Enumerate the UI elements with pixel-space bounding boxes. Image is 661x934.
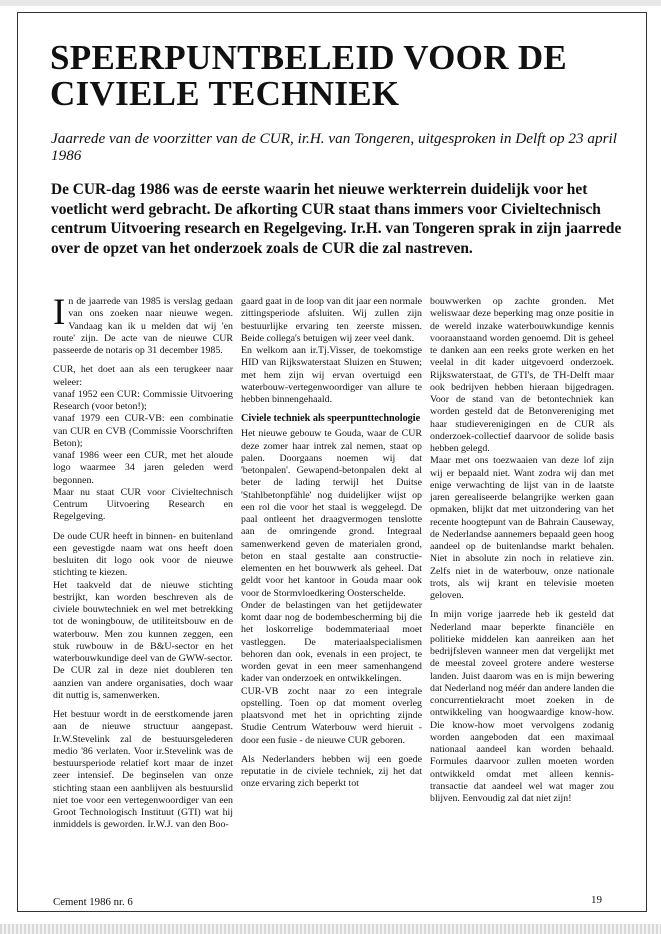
paragraph: vanaf 1952 een CUR: Commissie Uitvoering Research (voor beton!); (53, 388, 233, 412)
text-column-1 (53, 292, 233, 839)
text-column-2 (241, 296, 422, 798)
paragraph: Het bestuur wordt in de eerstkomende jaren aan de nieuwe structuur aangepast. Ir.W.Stevelink zal de bestuursgelederen medio '86 verlaten. Voor ir.Stevelink was de bestuursperiode relatief kort maar de inzet zeer intensief. De beginselen van onze stichting staan een aanblijven als bestuurslid niet toe voor een vertegenwoordiger van een Groot Technologisch Instituut (GTI) wat hij inmiddels is geworden. Ir.W.J. van den Boo- (53, 709, 233, 831)
paragraph: In mijn vorige jaarrede heb ik gesteld dat Nederland maar beperkte financiële en politieke middelen kan aanreiken aan het bedrijfsleven wanneer men dat vergelijkt met de meestal zoveel grotere andere westerse landen. Juist daarom was en is mijn bewering dat Nederland nog méér dan andere landen die concurrentiekracht moet zoeken in de ontwikkeling van hoogwaardige know-how. Die know-how moet vervolgens zodanig worden aangeboden dat een maximaal nationaal aandeel kan worden behaald. Formules daarvoor zullen moeten worden ontwikkeld omdat met alleen kennis-transactie dat aandeel wel wat mager zou blijven. Eenvoudig zal dat niet zijn! (430, 609, 614, 804)
paragraph (53, 292, 233, 357)
paragraph: Als Nederlanders hebben wij een goede reputatie in de civiele techniek, zij het dat onze ervaring zich beperkt tot (241, 753, 422, 790)
paragraph: CUR, het doet aan als een terugkeer naar weleer: (53, 364, 233, 388)
article-lead: De CUR-dag 1986 was de eerste waarin het nieuwe werkterrein duidelijk voor het voetlicht werd gebracht. De afkorting CUR staat thans immers voor Civieltechnisch centrum Uitvoering research en Regelgeving. Ir.H. van Tongeren sprak in zijn jaarrede over de opzet van het onderzoek zoals de CUR die zal nastreven. (51, 181, 622, 257)
article-subtitle: Jaarrede van de voorzitter van de CUR, ir.H. van Tongeren, uitgesproken in Delft op 23 april 1986 (51, 130, 617, 164)
paragraph: De CUR zal in deze niet doubleren ten aanzien van andere organisaties, doch waar dit nuttig is, samenwerken. (53, 665, 233, 701)
paragraph-text: n de jaarrede van 1985 is verslag gedaan van ons zoeken naar nieuwe wegen. Vandaag kan ik u melden dat wij 'en route' zijn. De acte van de nieuwe CUR passeerde de notaris op 31 december 1985. (53, 296, 233, 356)
scan-top-edge (0, 0, 661, 6)
article-title: SPEERPUNTBELEID VOOR DE CIVIELE TECHNIEK (50, 38, 568, 113)
section-heading: Civiele techniek als speerpunttechnologie (241, 413, 421, 425)
paragraph: CUR-VB zocht naar zo een integrale opstelling. Toen op dat moment overleg plaatsvond met het in oprichting zijnde Studie Centrum Waterbouw werd hieruit - door een fusie - de nieuwe CUR geboren. (241, 685, 422, 746)
paragraph: En welkom aan ir.Tj.Visser, de toekomstige HID van Rijkswaterstaat Sluizen en Stuwen; met hem zijn wij ervan overtuigd een waterbouw-vertegenwoordiger van allure te hebben binnengehaald. (241, 345, 422, 405)
page-number: 19 (591, 894, 602, 906)
paragraph: vanaf 1979 een CUR-VB: een combinatie van CUR en CVB (Commissie Voorschriften Beton); (53, 413, 233, 449)
paragraph: Maar met ons toezwaaien van deze lof zijn wij er bepaald niet. Want zodra wij dan met enige verwachting de lijst van in de laatste jaren gerealiseerde belangrijke werken gaan opmaken, blijkt dat met uitzondering van het recente hoogtepunt van de Bahrain Causeway, de Nederlandse aannemers bepaald geen hoog aandeel op de buitenlandse markt behalen. Niet in absolute zin noch in relatieve zin. Zelfs niet in de waterbouw, onze nationale trots, als wij krant en televisie moeten geloven. (430, 455, 614, 601)
journal-footer: Cement 1986 nr. 6 (53, 896, 133, 908)
paragraph: De oude CUR heeft in binnen- en buitenland een gevestigde naam wat ons heeft doen besluiten dit logo ook voor de nieuwe stichting te kiezen. (53, 530, 233, 579)
paragraph: Onder de belastingen van het getijdewater komt daar nog de bodembescherming bij die het loskorrelige bodemmateriaal moet vastleggen. De materiaalspecialismen behoren dan ook, evenals in een project, te worden gevat in een meer samenhangend kader van onderzoek en ontwikkelingen. (241, 599, 422, 685)
paragraph: Het taakveld dat de nieuwe stichting bestrijkt, kan worden beschreven als de civiele bouwtechniek en wel met betrekking tot de woningbouw, de utiliteitsbouw en de waterbouw. Men zou kunnen zeggen, een stuk ruwbouw in de B&U-sector en het waterbouwkundige deel van de GWW-sector. (53, 579, 233, 664)
text-column-3 (430, 296, 614, 812)
paragraph: Maar nu staat CUR voor Civieltechnisch Centrum Uitvoering Research en Regelgeving. (53, 486, 233, 523)
paragraph: bouwwerken op zachte gronden. Met weliswaar deze beperking mag onze positie in de wereld inzake waterbouwkundige kennis vooraanstaand worden genoemd. Dit is geheel te danken aan een reeks grote werken en het veelal in dit kader uitgevoerd onderzoek. Rijkswaterstaat, de GTI's, de TH-Delft maar ook bedrijven hebben hieraan bijgedragen. Voor de stand van de betontechniek kan worden gesteld dat de Betonvereniging met haar studieverenigingen en de CUR als onderzoek-collectief daarvoor de solide basis hebben gelegd. (430, 296, 614, 454)
paragraph: gaard gaat in de loop van dit jaar een normale zittingsperiode afsluiten. Wij zullen zijn bestuurlijke ervaring ten zeerste missen. Beide collega's betuigen wij zeer veel dank. (241, 296, 422, 344)
drop-cap: I (53, 292, 66, 333)
scan-bottom-edge (0, 924, 661, 934)
paragraph: Het nieuwe gebouw te Gouda, waar de CUR deze zomer haar intrek zal nemen, staat op palen. Doorgaans noemen wij dat 'betonpalen'. Gewapend-betonpalen dekt al beter de lading terwijl het Duitse 'Stahlbetonpfähle' nog duidelijker wijst op een rol die voor het staal is weggelegd. De paal ontleent het draagvermogen tenslotte aan de omringende grond. Integraal samenwerkend geven de materialen grond, beton en staal gestalte aan constructie-elementen en het bouwwerk als geheel. Dat geldt voor het kantoor in Gouda maar ook voor de Stormvloedkering Oosterschelde. (241, 428, 422, 599)
paragraph: vanaf 1986 weer een CUR, met het aloude logo waarmee 34 jaren geleden werd begonnen. (53, 450, 233, 486)
